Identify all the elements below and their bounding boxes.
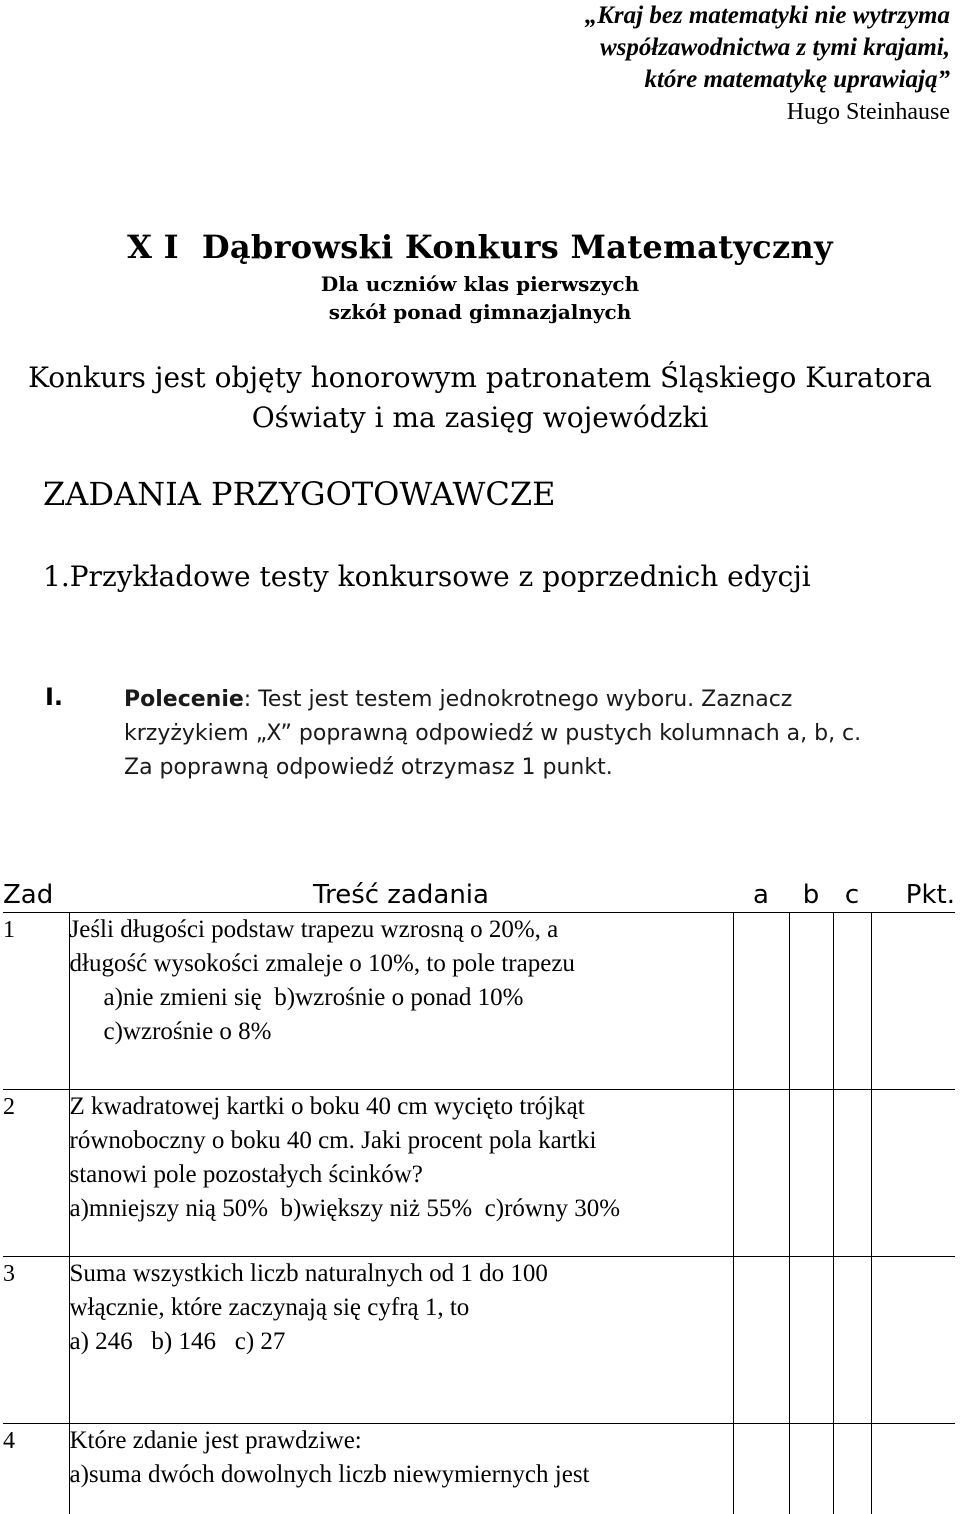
table-row bbox=[3, 1090, 955, 1257]
points-cell bbox=[871, 1424, 955, 1514]
section-title: ZADANIA PRZYGOTOWAWCZE bbox=[43, 475, 555, 513]
quote-author: Hugo Steinhause bbox=[585, 96, 950, 128]
task-line: Jeśli długości podstaw trapezu wzrosną o 20%, a bbox=[70, 913, 733, 947]
task-line: a)suma dwóch dowolnych liczb niewymiernych jest bbox=[70, 1458, 733, 1492]
points-cell bbox=[871, 1257, 955, 1424]
task-line: a)mniejszy nią 50% b)większy niż 55% c)równy 30% bbox=[70, 1192, 733, 1226]
task-number: 2 bbox=[3, 1090, 69, 1257]
answer-cell-c[interactable] bbox=[833, 913, 871, 1090]
quote-line: współzawodnictwa z tymi krajami, bbox=[585, 32, 950, 64]
contest-subtitle-2: szkół ponad gimnazjalnych bbox=[0, 298, 960, 326]
table-row bbox=[3, 913, 955, 1090]
quote-block bbox=[585, 0, 950, 128]
contest-title: X I Dąbrowski Konkurs Matematyczny bbox=[0, 228, 960, 266]
task-line: równoboczny o boku 40 cm. Jaki procent pola kartki bbox=[70, 1124, 733, 1158]
header-b: b bbox=[789, 878, 833, 913]
task-line: c)wzrośnie o 8% bbox=[70, 1015, 733, 1049]
contest-subtitle-1: Dla uczniów klas pierwszych bbox=[0, 270, 960, 298]
patronage-line: Konkurs jest objęty honorowym patronatem Śląskiego Kuratora bbox=[0, 358, 960, 398]
task-number: 3 bbox=[3, 1257, 69, 1424]
answer-cell-a[interactable] bbox=[733, 1424, 789, 1514]
task-line: włącznie, które zaczynają się cyfrą 1, to bbox=[70, 1291, 733, 1325]
instruction-label: Polecenie bbox=[124, 687, 244, 712]
answer-cell-a[interactable] bbox=[733, 1090, 789, 1257]
task-line: Które zdanie jest prawdziwe: bbox=[70, 1424, 733, 1458]
header-tresc: Treść zadania bbox=[69, 878, 733, 913]
table-row bbox=[3, 1257, 955, 1424]
task-line: stanowi pole pozostałych ścinków? bbox=[70, 1158, 733, 1192]
instruction-line-3: Za poprawną odpowiedź otrzymasz 1 punkt. bbox=[124, 751, 924, 785]
task-content bbox=[69, 1090, 733, 1257]
table-row bbox=[3, 1424, 955, 1514]
task-number: 1 bbox=[3, 913, 69, 1090]
task-line: długość wysokości zmaleje o 10%, to pole trapezu bbox=[70, 947, 733, 981]
quote-line: „Kraj bez matematyki nie wytrzyma bbox=[585, 0, 950, 32]
header-c: c bbox=[833, 878, 871, 913]
task-line: a) 246 b) 146 c) 27 bbox=[70, 1325, 733, 1359]
subsection-title: 1.Przykładowe testy konkursowe z poprzednich edycji bbox=[43, 560, 811, 593]
task-content bbox=[69, 1257, 733, 1424]
answer-cell-c[interactable] bbox=[833, 1257, 871, 1424]
tasks-table bbox=[3, 878, 955, 1514]
points-cell bbox=[871, 1090, 955, 1257]
task-line: a)nie zmieni się b)wzrośnie o ponad 10% bbox=[70, 981, 733, 1015]
header-a: a bbox=[733, 878, 789, 913]
instruction-line-1: : Test jest testem jednokrotnego wyboru. Zaznacz bbox=[244, 687, 793, 712]
task-content bbox=[69, 913, 733, 1090]
header-pkt: Pkt. bbox=[871, 878, 955, 913]
answer-cell-b[interactable] bbox=[789, 913, 833, 1090]
header-zad: Zad bbox=[3, 878, 69, 913]
points-cell bbox=[871, 913, 955, 1090]
answer-cell-b[interactable] bbox=[789, 1424, 833, 1514]
patronage-line: Oświaty i ma zasięg wojewódzki bbox=[0, 398, 960, 438]
task-number: 4 bbox=[3, 1424, 69, 1514]
instruction-number: I. bbox=[45, 683, 63, 711]
answer-cell-c[interactable] bbox=[833, 1090, 871, 1257]
task-content bbox=[69, 1424, 733, 1514]
task-line: Z kwadratowej kartki o boku 40 cm wycięto trójkąt bbox=[70, 1090, 733, 1124]
answer-cell-b[interactable] bbox=[789, 1090, 833, 1257]
quote-line: które matematykę uprawiają” bbox=[585, 64, 950, 96]
table-header-row bbox=[3, 878, 955, 913]
instruction-line-2: krzyżykiem „X” poprawną odpowiedź w pustych kolumnach a, b, c. bbox=[124, 717, 924, 751]
answer-cell-a[interactable] bbox=[733, 1257, 789, 1424]
patronage-text bbox=[0, 358, 960, 438]
instruction-text bbox=[124, 683, 924, 785]
answer-cell-a[interactable] bbox=[733, 913, 789, 1090]
answer-cell-b[interactable] bbox=[789, 1257, 833, 1424]
answer-cell-c[interactable] bbox=[833, 1424, 871, 1514]
task-line: Suma wszystkich liczb naturalnych od 1 do 100 bbox=[70, 1257, 733, 1291]
